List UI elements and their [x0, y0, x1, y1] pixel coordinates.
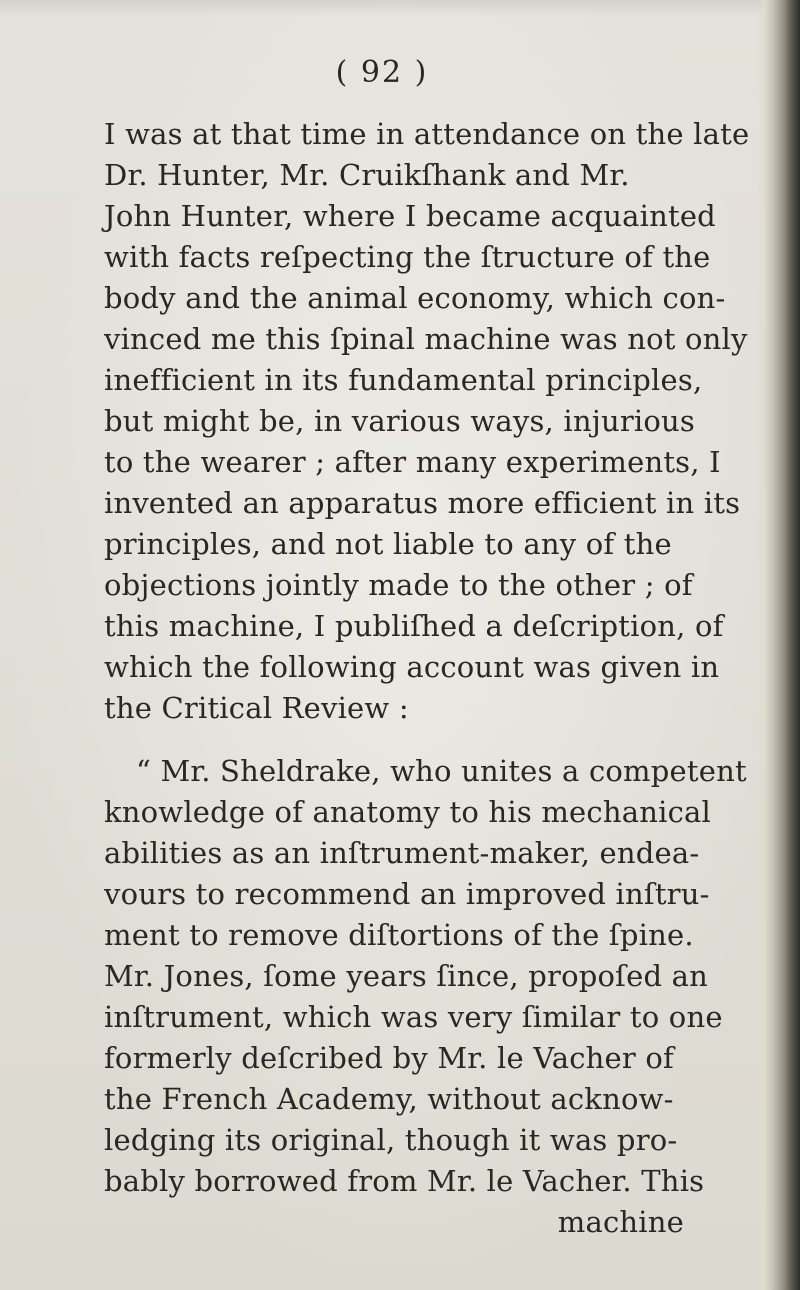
top-shadow [0, 0, 800, 16]
text-line: principles, and not liable to any of the [104, 527, 672, 561]
quote-line: bably borrowed from Mr. le Vacher. This [104, 1164, 705, 1198]
quote-line: inſtrument, which was very ſimilar to one [104, 1000, 723, 1034]
text-line: I was at that time in attendance on the late [104, 117, 750, 151]
quote-line: vours to recommend an improved inſtru- [104, 877, 710, 911]
binding-edge [758, 0, 800, 1290]
main-text [104, 114, 750, 1243]
text-line: vinced me this ſpinal machine was not only [104, 322, 748, 356]
text-line: invented an apparatus more efficient in its [104, 486, 741, 520]
text-line: objections jointly made to the other ; of [104, 568, 693, 602]
catchword: machine [557, 1205, 684, 1239]
quote-line: abilities as an inſtrument-maker, endea- [104, 836, 700, 870]
text-line: body and the animal economy, which con- [104, 281, 726, 315]
text-line: but might be, in various ways, injurious [104, 404, 695, 438]
page-number: ( 92 ) [335, 55, 429, 90]
quote-line: formerly deſcribed by Mr. le Vacher of [104, 1041, 674, 1075]
quote-line: knowledge of anatomy to his mechanical [104, 795, 711, 829]
quote-line: ment to remove diſtortions of the ſpine. [104, 918, 694, 952]
text-line: Dr. Hunter, Mr. Cruikſhank and Mr. [104, 158, 630, 192]
text-line: the Critical Review : [104, 691, 409, 725]
text-line: with facts reſpecting the ſtructure of the [104, 240, 711, 274]
text-line: this machine, I publiſhed a deſcription, of [104, 609, 724, 643]
text-line: which the following account was given in [104, 650, 720, 684]
text-line: to the wearer ; after many experiments, I [104, 445, 721, 479]
quote-line: Mr. Jones, ſome years ſince, propoſed an [104, 959, 709, 993]
paragraph-gap [104, 729, 684, 751]
quote-line: ledging its original, though it was pro- [104, 1123, 678, 1157]
text-line: John Hunter, where I became acquainted [104, 199, 716, 233]
quote-line: the French Academy, without acknow- [104, 1082, 674, 1116]
text-line: inefficient in its fundamental principles, [104, 363, 703, 397]
quote-line: “ Mr. Sheldrake, who unites a competent [136, 754, 747, 788]
